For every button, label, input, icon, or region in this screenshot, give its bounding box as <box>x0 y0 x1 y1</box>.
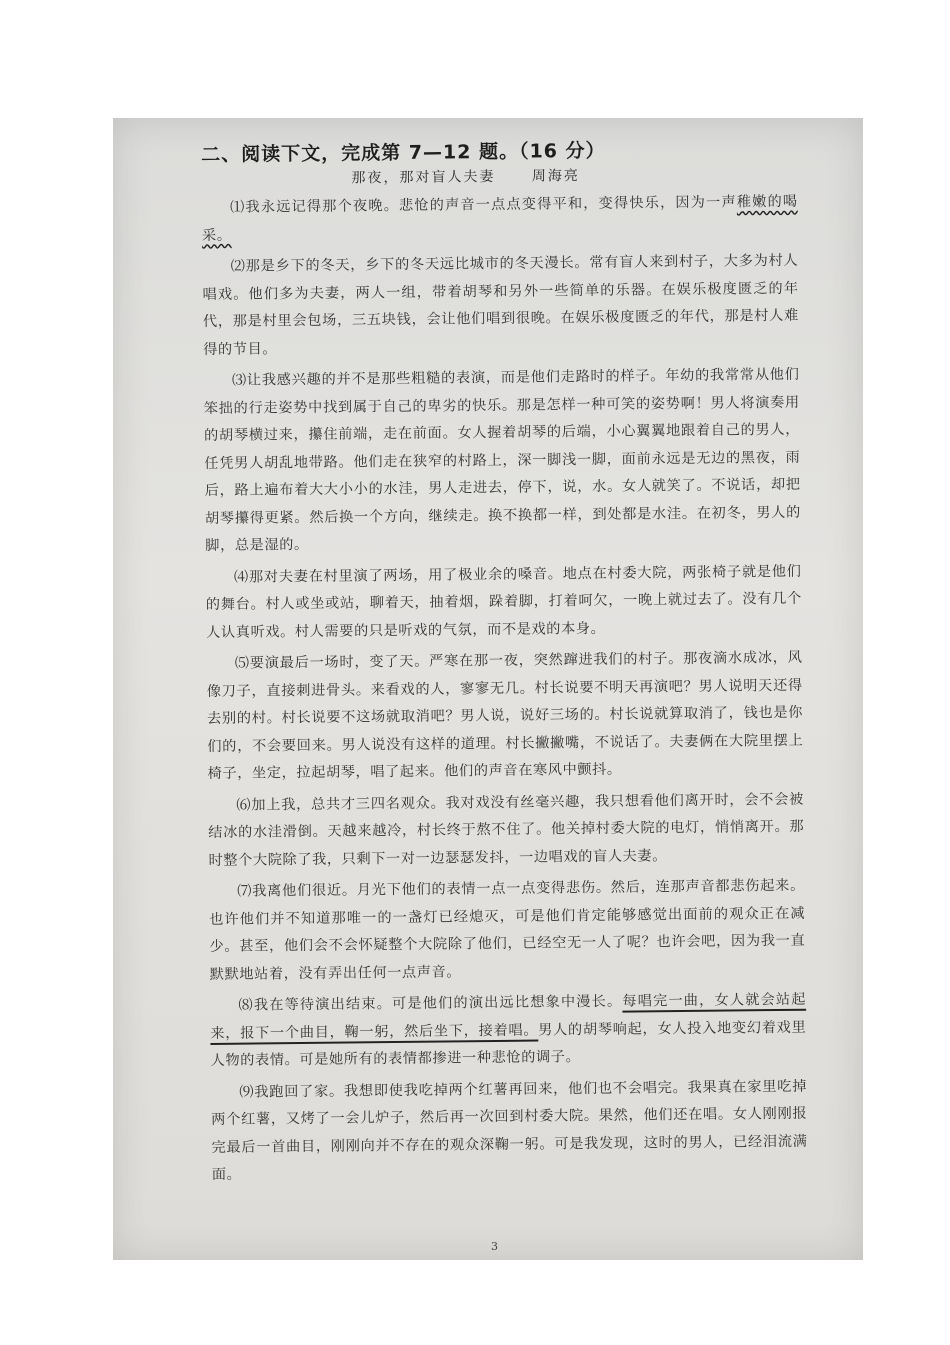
paragraph-7: ⑺我离他们很近。月光下他们的表情一点一点变得悲伤。然后，连那声音都悲伤起来。也许他们并不知道那唯一的一盏灯已经熄灭，可是他们肯定能够感觉出面前的观众正在减少。甚至，他们会不会怀疑整个大院除了他们，已经空无一人了呢？也许会吧，因为我一直默默地站着，没有弄出任何一点声音。 <box>209 877 806 983</box>
article-title-line <box>351 163 797 188</box>
paragraph-8 <box>210 987 807 1076</box>
paragraph-9: ⑼我跑回了家。我想即使我吃掉两个红薯再回来，他们也不会唱完。我果真在家里吃掉两个红薯，又烤了一会儿炉子，然后再一次回到村委大院。果然，他们还在唱。女人刚刚报完最后一首曲目，刚刚向并不存在的观众深鞠一躬。可是我发现，这时的男人，已经泪流满面。 <box>211 1078 808 1183</box>
paragraph-5: ⑸要演最后一场时，变了天。严寒在那一夜，突然蹿进我们的村子。那夜滴水成冰，风像刀子，直接刺进骨头。来看戏的人，寥寥无几。村长说要不明天再演吧？男人说明天还得去别的村。村长说要不这场就取消吧？男人说，说好三场的。村长说就算取消了，钱也是你们的，不会要回来。男人说没有这样的道理。村长撇撇嘴，不说话了。夫妻俩在大院里摆上椅子，坐定，拉起胡琴，唱了起来。他们的声音在寒风中颤抖。 <box>206 649 804 782</box>
scanned-page-photo <box>113 118 863 1260</box>
underlined-sentence: 每唱完一曲，女人就会站起来，报下一个曲目，鞠一躬，然后坐下，接着唱。 <box>210 991 807 1042</box>
section-heading: 二、阅读下文，完成第 7—12 题。（16 分） <box>201 139 606 166</box>
paragraph-6: ⑹加上我，总共才三四名观众。我对戏没有丝毫兴趣，我只想看他们离开时，会不会被结冰的水洼滑倒。天越来越冷，村长终于熬不住了。他关掉村委大院的电灯，悄悄离开。那时整个大院除了我，只剩下一对一边瑟瑟发抖，一边唱戏的盲人夫妻。 <box>208 791 805 869</box>
exam-sheet <box>201 134 808 1194</box>
paragraph-3: ⑶让我感兴趣的并不是那些粗糙的表演，而是他们走路时的样子。年幼的我常常从他们笨拙的行走姿势中找到属于自己的卑劣的快乐。那是怎样一种可笑的姿势啊！男人将演奏用的胡琴横过来，攥住前端，走在前面。女人握着胡琴的后端，小心翼翼地跟着自己的男人，任凭男人胡乱地带路。他们走在狭窄的村路上，深一脚浅一脚，面前永远是无边的黑夜，雨后，路上遍布着大大小小的水洼，男人走进去，停下，说，水。女人就笑了。不说话，却把胡琴攥得更紧。然后换一个方向，继续走。换不换都一样，到处都是水洼。在初冬，男人的脚，总是湿的。 <box>203 366 802 554</box>
paragraph-4: ⑷那对夫妻在村里演了两场，用了极业余的嗓音。地点在村委大院，两张椅子就是他们的舞台。村人或坐或站，聊着天，抽着烟，跺着脚，打着呵欠，一晚上就过去了。没有几个人认真听戏。村人需要的只是听戏的气氛，而不是戏的本身。 <box>205 563 802 641</box>
paragraph-text: ⑻我在等待演出结束。可是他们的演出远比想象中漫长。 <box>238 993 623 1014</box>
page-number: 3 <box>491 1240 498 1253</box>
article-author: 周海亮 <box>531 168 580 185</box>
paragraph-text: ⑴我永远记得那个夜晚。悲怆的声音一点点变得平和，变得快乐，因为一声 <box>230 194 737 216</box>
paragraph-2: ⑵那是乡下的冬天，乡下的冬天远比城市的冬天漫长。常有盲人来到村子，大多为村人唱戏。他们多为夫妻，两人一组，带着胡琴和另外一些简单的乐器。在娱乐极度匮乏的年代，那是村里会包场，三五块钱，会让他们唱到很晚。在娱乐极度匮乏的年代，那是村人难得的节目。 <box>202 252 799 358</box>
article-title: 那夜，那对盲人夫妻 <box>351 168 496 187</box>
paragraph-text-rest: 男人的胡琴响起，女人投入地变幻着戏里人物的表情。可是她所有的表情都掺进一种悲怆的调子。 <box>210 1019 807 1069</box>
paragraph-1 <box>202 189 799 250</box>
wavy-underlined-phrase: 稚嫩的喝采。 <box>201 193 798 244</box>
